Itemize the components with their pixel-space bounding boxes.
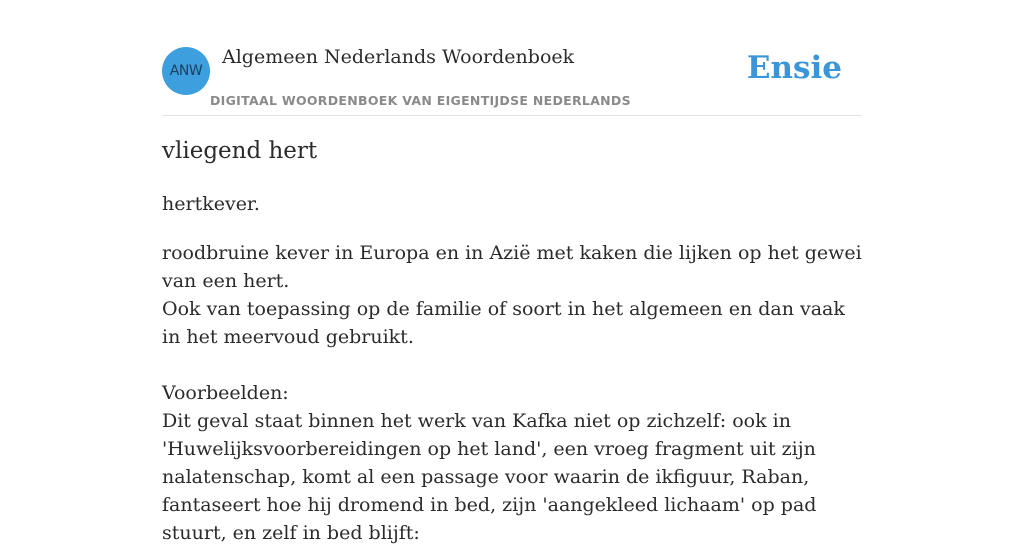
entry-synonym: hertkever. [162, 193, 260, 215]
definition-text: roodbruine kever in Europa en in Azië met kaken die lijken op het gewei van een hert. [162, 242, 862, 292]
paragraph-spacer [162, 351, 864, 379]
ensie-brand-link[interactable]: Ensie [746, 50, 842, 86]
site-subtitle: DIGITAAL WOORDENBOEK VAN EIGENTIJDSE NEDERLANDS [210, 93, 631, 108]
definition-note: Ook van toepassing op de familie of soort in het algemeen en dan vaak in het meervoud gebruikt. [162, 298, 845, 348]
example-text: Dit geval staat binnen het werk van Kafka niet op zichzelf: ook in 'Huwelijksvoorbereidingen op het land', een vroeg fragment uit zijn nalatenschap, komt al een passage voor waarin de ikfiguur, Raban, fantaseert hoe hij dromend in bed, zijn 'aangekleed lichaam' op pad stuurt, en zelf in bed blijft: [162, 410, 817, 544]
entry-title: vliegend hert [162, 138, 318, 164]
site-header [162, 0, 862, 116]
page-container [162, 0, 862, 544]
examples-label: Voorbeelden: [162, 382, 289, 404]
site-title[interactable]: Algemeen Nederlands Woordenboek [222, 46, 575, 68]
anw-logo-icon[interactable]: ANW [162, 47, 210, 95]
entry-definition [162, 239, 864, 547]
